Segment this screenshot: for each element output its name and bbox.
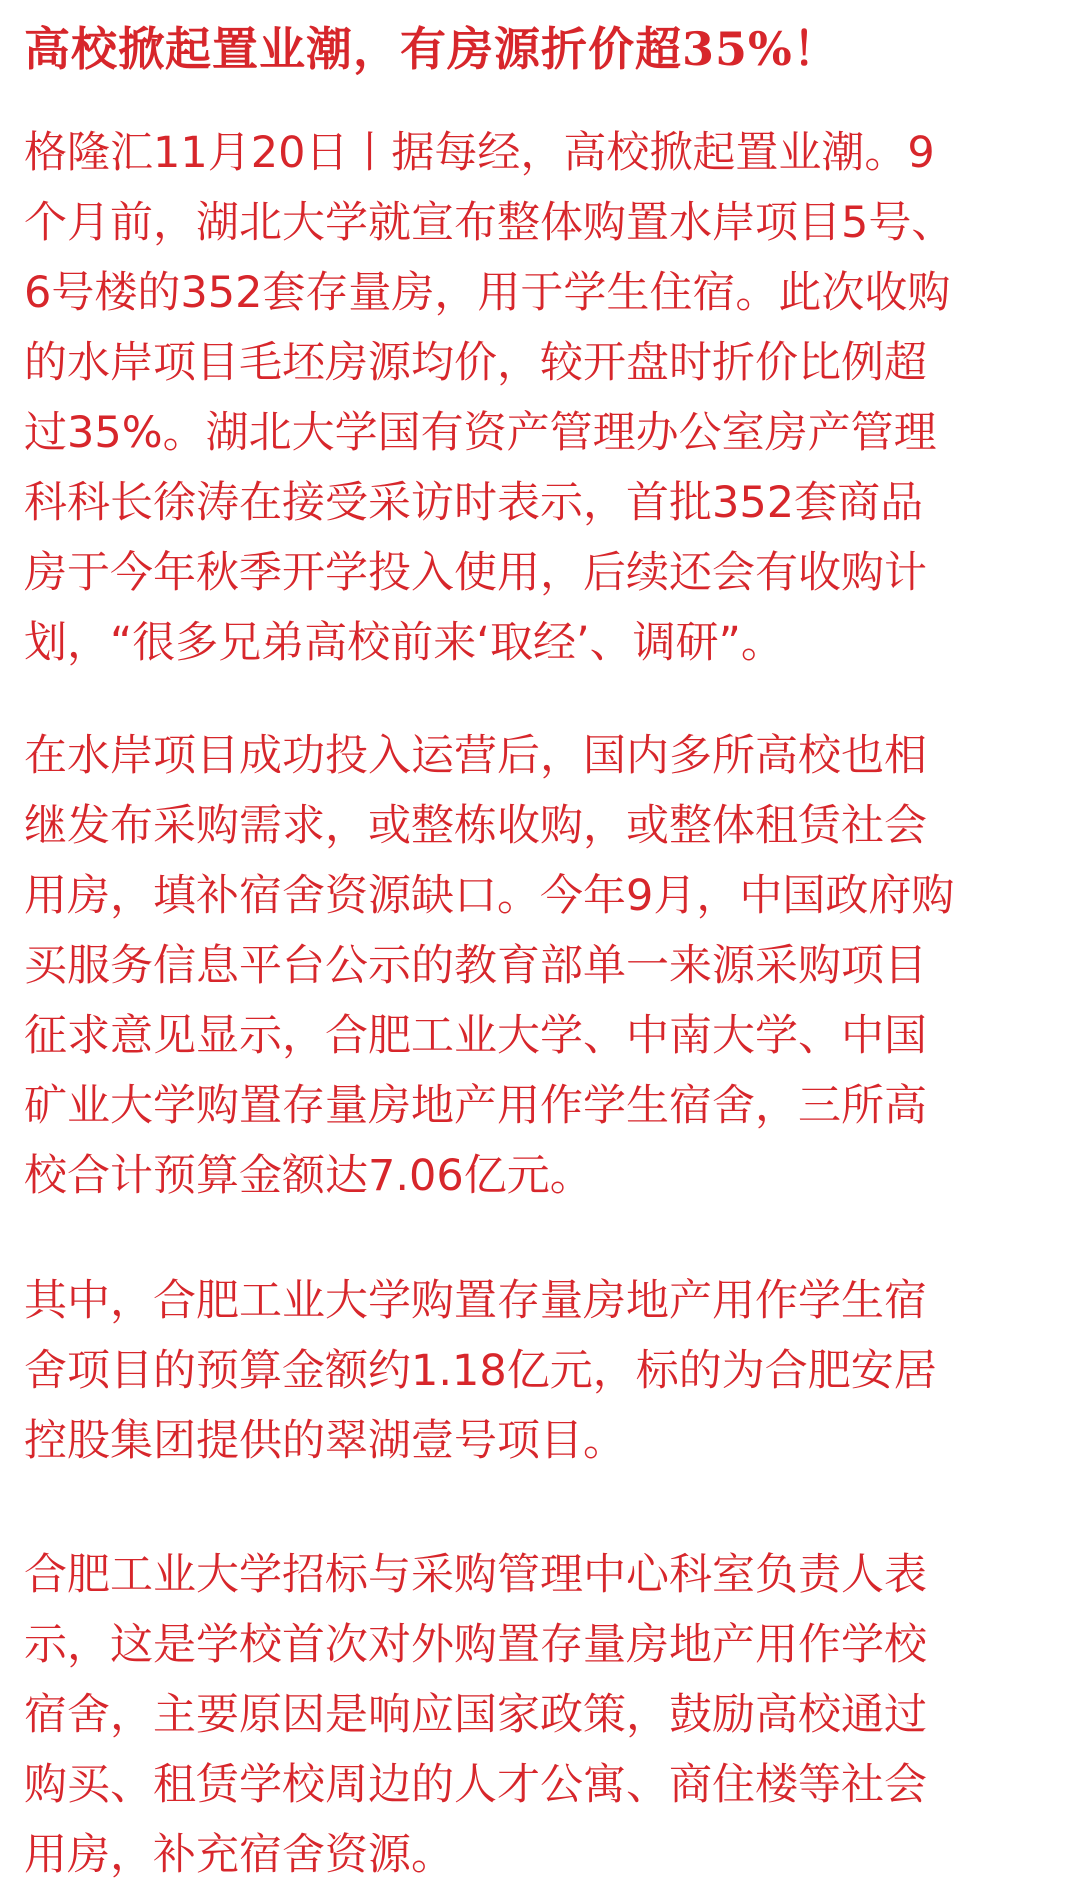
paragraph-line: 继发布采购需求，或整栋收购，或整体租赁社会	[24, 801, 927, 851]
paragraph-line: 房于今年秋季开学投入使用，后续还会有收购计	[24, 548, 927, 598]
paragraph-line: 买服务信息平台公示的教育部单一来源采购项目	[24, 941, 927, 991]
paragraph-line: 的水岸项目毛坯房源均价，较开盘时折价比例超	[24, 338, 927, 388]
article-paragraph	[24, 1540, 1054, 1890]
paragraph-line: 其中，合肥工业大学购置存量房地产用作学生宿	[24, 1276, 927, 1326]
paragraph-line: 控股集团提供的翠湖壹号项目。	[24, 1416, 626, 1466]
paragraph-line: 舍项目的预算金额约1.18亿元，标的为合肥安居	[24, 1346, 937, 1396]
paragraph-line: 示，这是学校首次对外购置存量房地产用作学校	[24, 1620, 927, 1670]
paragraph-line: 征求意见显示，合肥工业大学、中南大学、中国	[24, 1011, 927, 1061]
paragraph-line: 购买、租赁学校周边的人才公寓、商住楼等社会	[24, 1760, 927, 1810]
paragraph-line: 用房，补充宿舍资源。	[24, 1830, 454, 1880]
paragraph-line: 过35%。湖北大学国有资产管理办公室房产管理	[24, 408, 937, 458]
paragraph-line: 用房，填补宿舍资源缺口。今年9月，中国政府购	[24, 871, 955, 921]
article-title: 高校掀起置业潮，有房源折价超35%！	[24, 22, 840, 76]
article-paragraph	[24, 118, 1054, 678]
paragraph-line: 在水岸项目成功投入运营后，国内多所高校也相	[24, 731, 927, 781]
paragraph-line: 6号楼的352套存量房，用于学生住宿。此次收购	[24, 268, 951, 318]
paragraph-line: 合肥工业大学招标与采购管理中心科室负责人表	[24, 1550, 927, 1600]
paragraph-line: 科科长徐涛在接受采访时表示，首批352套商品	[24, 478, 924, 528]
paragraph-line: 划，“很多兄弟高校前来‘取经’、调研”。	[24, 618, 784, 668]
paragraph-line: 宿舍，主要原因是响应国家政策，鼓励高校通过	[24, 1690, 927, 1740]
paragraph-line: 矿业大学购置存量房地产用作学生宿舍，三所高	[24, 1081, 927, 1131]
paragraph-line: 格隆汇11月20日丨据每经，高校掀起置业潮。9	[24, 128, 935, 178]
paragraph-line: 校合计预算金额达7.06亿元。	[24, 1151, 593, 1201]
article-paragraph	[24, 721, 1054, 1211]
paragraph-line: 个月前，湖北大学就宣布整体购置水岸项目5号、	[24, 198, 955, 248]
article-paragraph	[24, 1266, 1054, 1476]
